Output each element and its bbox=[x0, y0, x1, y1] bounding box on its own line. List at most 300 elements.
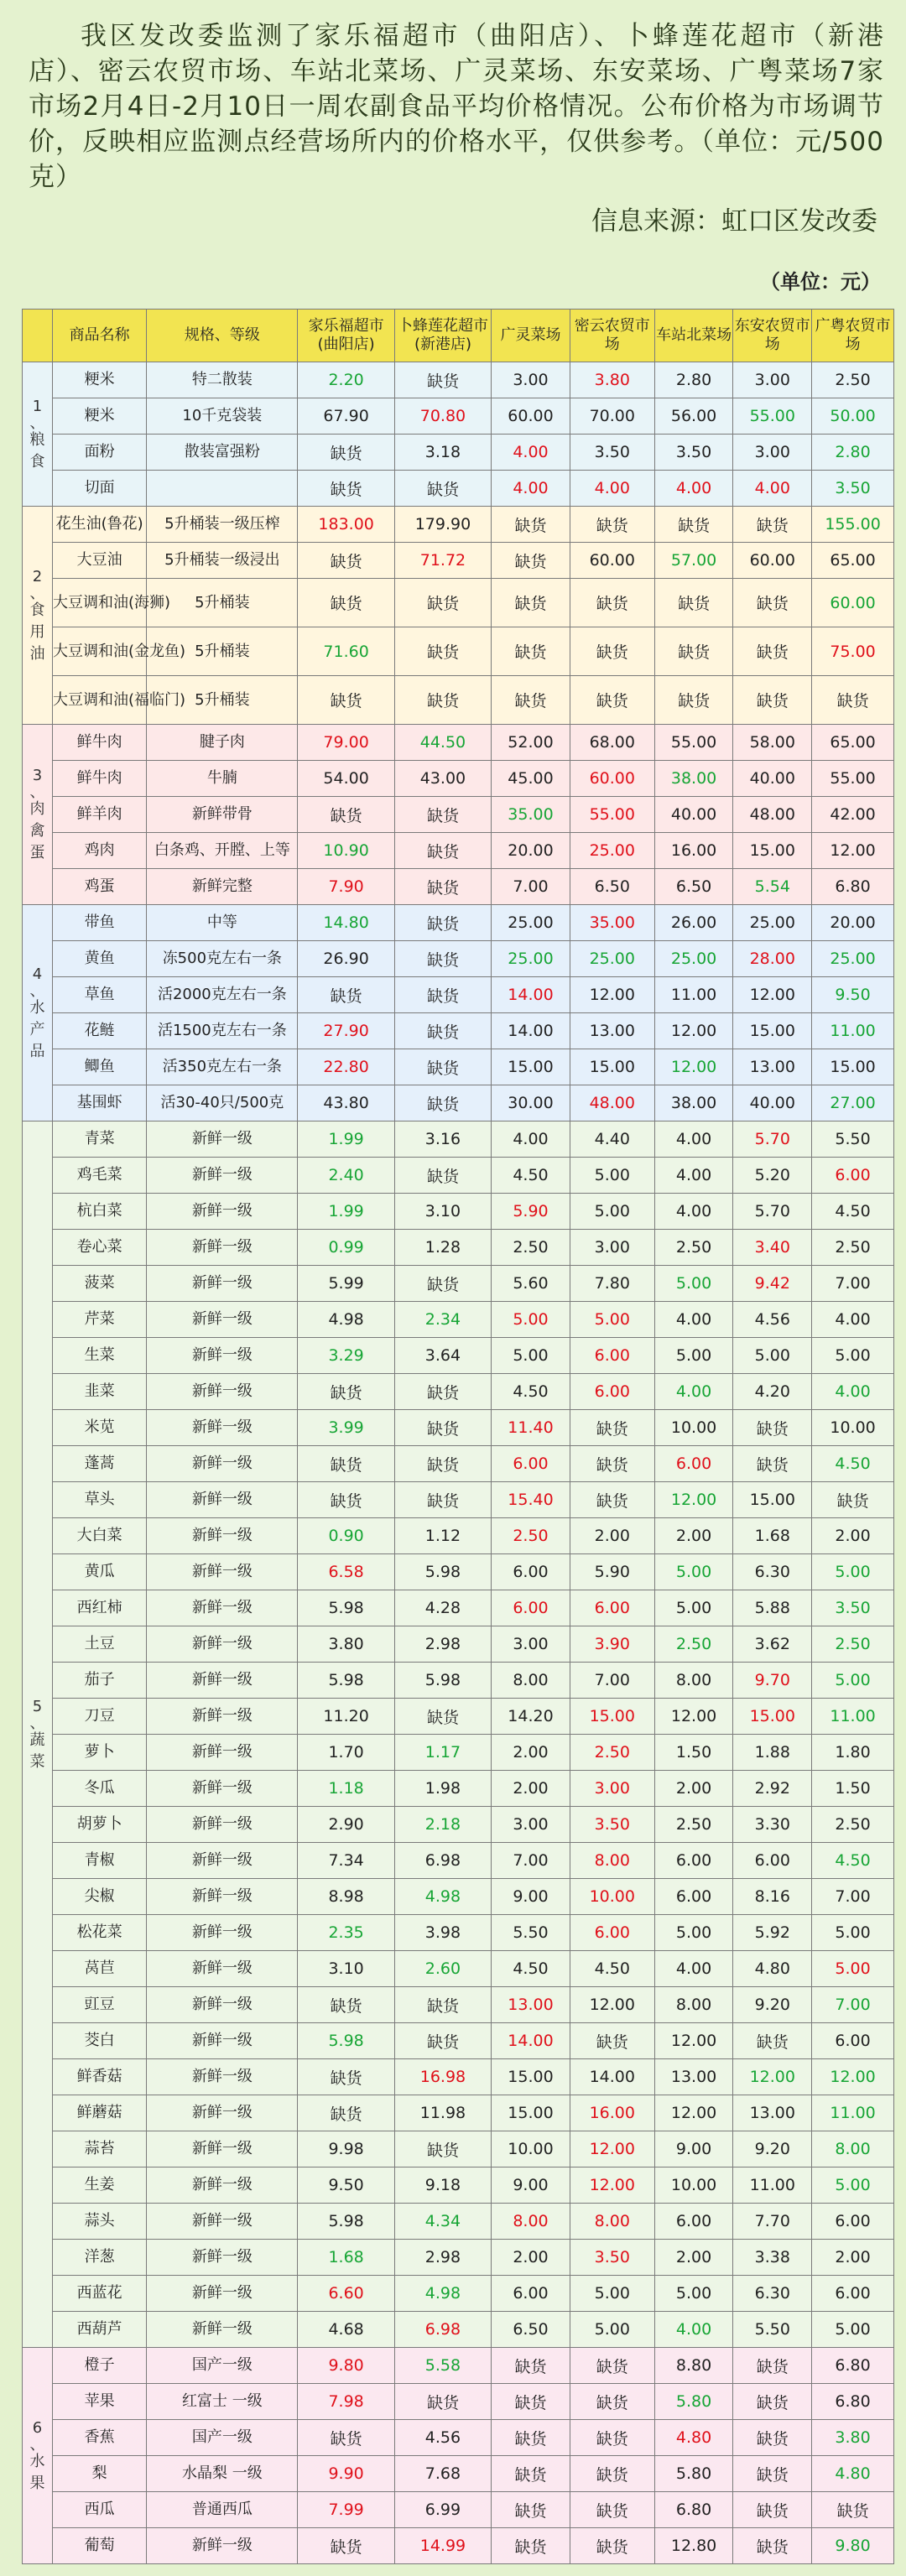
spec-cell: 新鲜一级 bbox=[147, 1194, 298, 1230]
price-cell: 2.34 bbox=[394, 1302, 491, 1338]
table-row bbox=[23, 1085, 894, 1121]
price-cell: 52.00 bbox=[492, 725, 570, 761]
item-name-cell: 大白菜 bbox=[53, 1518, 147, 1554]
price-cell: 68.00 bbox=[570, 725, 654, 761]
price-cell: 8.00 bbox=[654, 1663, 733, 1699]
price-cell: 2.98 bbox=[394, 2240, 491, 2276]
spec-cell: 新鲜一级 bbox=[147, 2204, 298, 2240]
price-cell: 1.99 bbox=[298, 1121, 394, 1158]
price-cell: 2.00 bbox=[654, 1771, 733, 1807]
item-name-cell: 刀豆 bbox=[53, 1699, 147, 1735]
price-cell: 28.00 bbox=[733, 941, 812, 977]
price-cell: 缺货 bbox=[298, 2059, 394, 2095]
price-cell: 缺货 bbox=[298, 2095, 394, 2131]
item-name-cell: 橙子 bbox=[53, 2348, 147, 2384]
price-cell: 3.80 bbox=[812, 2420, 894, 2456]
price-cell: 5.99 bbox=[298, 1266, 394, 1302]
spec-cell: 新鲜一级 bbox=[147, 2312, 298, 2348]
price-cell: 缺货 bbox=[394, 1374, 491, 1410]
spec-cell: 新鲜一级 bbox=[147, 1338, 298, 1374]
price-cell: 2.00 bbox=[492, 2240, 570, 2276]
category-separator: 、 bbox=[29, 584, 45, 602]
price-cell: 4.50 bbox=[492, 1951, 570, 1987]
price-cell: 缺货 bbox=[394, 1410, 491, 1446]
price-cell: 25.00 bbox=[733, 905, 812, 941]
price-cell: 缺货 bbox=[394, 1482, 491, 1518]
price-cell: 5.00 bbox=[654, 1590, 733, 1626]
price-cell: 3.00 bbox=[492, 1626, 570, 1663]
spec-cell: 活350克左右一条 bbox=[147, 1049, 298, 1085]
price-cell: 10.00 bbox=[492, 2131, 570, 2167]
price-cell: 4.00 bbox=[654, 1121, 733, 1158]
price-cell: 15.00 bbox=[492, 2095, 570, 2131]
item-name-cell: 鲜牛肉 bbox=[53, 761, 147, 797]
price-cell: 4.00 bbox=[654, 1374, 733, 1410]
price-cell: 缺货 bbox=[298, 1482, 394, 1518]
header-cell: 广粤农贸市场 bbox=[812, 310, 894, 362]
category-name: 水果 bbox=[29, 2452, 45, 2492]
price-cell: 20.00 bbox=[492, 833, 570, 869]
item-name-cell: 苹果 bbox=[53, 2384, 147, 2420]
price-cell: 缺货 bbox=[492, 2384, 570, 2420]
price-cell: 缺货 bbox=[570, 2420, 654, 2456]
item-name-cell: 胡萝卜 bbox=[53, 1807, 147, 1843]
table-row bbox=[23, 941, 894, 977]
table-row bbox=[23, 761, 894, 797]
price-cell: 1.12 bbox=[394, 1518, 491, 1554]
price-cell: 4.00 bbox=[492, 1121, 570, 1158]
price-cell: 1.80 bbox=[812, 1735, 894, 1771]
table-row bbox=[23, 471, 894, 507]
price-cell: 缺货 bbox=[812, 676, 894, 725]
price-cell: 1.68 bbox=[298, 2240, 394, 2276]
price-cell: 缺货 bbox=[394, 1699, 491, 1735]
price-cell: 7.90 bbox=[298, 869, 394, 905]
price-cell: 9.20 bbox=[733, 1987, 812, 2023]
spec-cell: 散装富强粉 bbox=[147, 435, 298, 471]
price-cell: 缺货 bbox=[570, 1446, 654, 1482]
price-cell: 5.00 bbox=[812, 2167, 894, 2204]
price-cell: 缺货 bbox=[654, 579, 733, 627]
price-cell: 4.28 bbox=[394, 1590, 491, 1626]
price-cell: 30.00 bbox=[492, 1085, 570, 1121]
item-name-cell: 米苋 bbox=[53, 1410, 147, 1446]
price-cell: 43.00 bbox=[394, 761, 491, 797]
item-name-cell: 蓬蒿 bbox=[53, 1446, 147, 1482]
table-row bbox=[23, 1158, 894, 1194]
price-cell: 70.00 bbox=[570, 398, 654, 435]
item-name-cell: 西葫芦 bbox=[53, 2312, 147, 2348]
spec-cell: 新鲜一级 bbox=[147, 1987, 298, 2023]
price-cell: 5.70 bbox=[733, 1121, 812, 1158]
spec-cell: 国产一级 bbox=[147, 2420, 298, 2456]
item-name-cell: 蒜苔 bbox=[53, 2131, 147, 2167]
price-cell: 2.90 bbox=[298, 1807, 394, 1843]
price-cell: 4.34 bbox=[394, 2204, 491, 2240]
item-name-cell: 鲜蘑菇 bbox=[53, 2095, 147, 2131]
price-cell: 缺货 bbox=[492, 676, 570, 725]
category-name: 水产品 bbox=[29, 998, 45, 1060]
price-cell: 缺货 bbox=[394, 362, 491, 398]
price-cell: 14.00 bbox=[492, 2023, 570, 2059]
price-cell: 5.58 bbox=[394, 2348, 491, 2384]
table-row bbox=[23, 2059, 894, 2095]
item-name-cell: 梨 bbox=[53, 2456, 147, 2492]
price-cell: 6.00 bbox=[492, 1446, 570, 1482]
spec-cell: 新鲜一级 bbox=[147, 1121, 298, 1158]
price-cell: 5.00 bbox=[812, 1663, 894, 1699]
spec-cell: 新鲜一级 bbox=[147, 1302, 298, 1338]
price-cell: 12.00 bbox=[570, 1987, 654, 2023]
price-cell: 38.00 bbox=[654, 761, 733, 797]
price-cell: 43.80 bbox=[298, 1085, 394, 1121]
price-cell: 4.00 bbox=[570, 471, 654, 507]
price-cell: 缺货 bbox=[733, 2528, 812, 2564]
price-cell: 48.00 bbox=[570, 1085, 654, 1121]
price-cell: 缺货 bbox=[394, 676, 491, 725]
price-cell: 5.70 bbox=[733, 1194, 812, 1230]
header-cell: 车站北菜场 bbox=[654, 310, 733, 362]
table-row bbox=[23, 1121, 894, 1158]
price-cell: 3.00 bbox=[570, 1230, 654, 1266]
price-cell: 4.00 bbox=[654, 1194, 733, 1230]
price-cell: 8.00 bbox=[812, 2131, 894, 2167]
price-cell: 4.00 bbox=[654, 1158, 733, 1194]
item-name-cell: 茄子 bbox=[53, 1663, 147, 1699]
category-name: 肉禽蛋 bbox=[29, 800, 45, 861]
price-cell: 6.00 bbox=[492, 1590, 570, 1626]
item-name-cell: 基围虾 bbox=[53, 1085, 147, 1121]
table-row bbox=[23, 1194, 894, 1230]
price-cell: 9.80 bbox=[812, 2528, 894, 2564]
price-cell: 3.50 bbox=[570, 2240, 654, 2276]
price-cell: 缺货 bbox=[733, 2348, 812, 2384]
price-table bbox=[22, 309, 894, 2564]
price-cell: 38.00 bbox=[654, 1085, 733, 1121]
item-name-cell: 大豆调和油(海狮) bbox=[53, 579, 147, 627]
price-cell: 60.00 bbox=[492, 398, 570, 435]
price-cell: 4.80 bbox=[733, 1951, 812, 1987]
item-name-cell: 蒜头 bbox=[53, 2204, 147, 2240]
price-cell: 缺货 bbox=[394, 579, 491, 627]
price-cell: 44.50 bbox=[394, 725, 491, 761]
price-cell: 8.80 bbox=[654, 2348, 733, 2384]
header-cell: 广灵菜场 bbox=[492, 310, 570, 362]
price-cell: 6.00 bbox=[812, 2023, 894, 2059]
price-cell: 4.00 bbox=[492, 435, 570, 471]
price-cell: 20.00 bbox=[812, 905, 894, 941]
price-cell: 3.18 bbox=[394, 435, 491, 471]
price-cell: 50.00 bbox=[812, 398, 894, 435]
spec-cell: 新鲜完整 bbox=[147, 869, 298, 905]
price-cell: 缺货 bbox=[394, 2131, 491, 2167]
price-cell: 70.80 bbox=[394, 398, 491, 435]
price-cell: 6.00 bbox=[570, 1374, 654, 1410]
price-cell: 6.80 bbox=[812, 2384, 894, 2420]
price-cell: 4.50 bbox=[492, 1374, 570, 1410]
table-header-row bbox=[23, 310, 894, 362]
price-cell: 3.10 bbox=[394, 1194, 491, 1230]
price-cell: 缺货 bbox=[298, 2420, 394, 2456]
price-cell: 14.99 bbox=[394, 2528, 491, 2564]
price-cell: 4.00 bbox=[812, 1374, 894, 1410]
price-cell: 7.00 bbox=[812, 1266, 894, 1302]
price-cell: 7.70 bbox=[733, 2204, 812, 2240]
price-cell: 缺货 bbox=[492, 2528, 570, 2564]
header-cell: 规格、等级 bbox=[147, 310, 298, 362]
price-cell: 缺货 bbox=[570, 676, 654, 725]
price-cell: 9.50 bbox=[298, 2167, 394, 2204]
item-name-cell: 粳米 bbox=[53, 362, 147, 398]
price-cell: 9.80 bbox=[298, 2348, 394, 2384]
price-cell: 11.00 bbox=[654, 977, 733, 1013]
price-cell: 缺货 bbox=[394, 2384, 491, 2420]
price-cell: 3.80 bbox=[298, 1626, 394, 1663]
table-row bbox=[23, 2095, 894, 2131]
price-cell: 183.00 bbox=[298, 507, 394, 543]
spec-cell: 新鲜带骨 bbox=[147, 797, 298, 833]
price-cell: 4.50 bbox=[570, 1951, 654, 1987]
spec-cell: 新鲜一级 bbox=[147, 1158, 298, 1194]
price-cell: 10.00 bbox=[812, 1410, 894, 1446]
price-cell: 6.98 bbox=[394, 1843, 491, 1879]
price-cell: 5.00 bbox=[654, 1554, 733, 1590]
category-separator: 、 bbox=[29, 2435, 45, 2454]
price-cell: 6.00 bbox=[654, 1446, 733, 1482]
price-cell: 6.80 bbox=[654, 2492, 733, 2528]
category-separator: 、 bbox=[29, 783, 45, 801]
price-cell: 缺货 bbox=[570, 2348, 654, 2384]
price-cell: 71.72 bbox=[394, 543, 491, 579]
price-cell: 65.00 bbox=[812, 725, 894, 761]
price-cell: 2.00 bbox=[492, 1735, 570, 1771]
table-row bbox=[23, 1266, 894, 1302]
price-cell: 缺货 bbox=[733, 1410, 812, 1446]
price-cell: 10.00 bbox=[654, 1410, 733, 1446]
price-cell: 8.00 bbox=[654, 1987, 733, 2023]
price-cell: 缺货 bbox=[394, 471, 491, 507]
price-cell: 5.00 bbox=[570, 2312, 654, 2348]
price-cell: 14.20 bbox=[492, 1699, 570, 1735]
price-cell: 9.18 bbox=[394, 2167, 491, 2204]
price-cell: 15.00 bbox=[733, 1013, 812, 1049]
price-cell: 16.98 bbox=[394, 2059, 491, 2095]
table-row bbox=[23, 1626, 894, 1663]
table-row bbox=[23, 362, 894, 398]
price-cell: 7.00 bbox=[570, 1663, 654, 1699]
price-cell: 13.00 bbox=[492, 1987, 570, 2023]
price-cell: 4.56 bbox=[733, 1302, 812, 1338]
price-cell: 缺货 bbox=[394, 1049, 491, 1085]
price-cell: 11.00 bbox=[812, 1013, 894, 1049]
price-cell: 缺货 bbox=[570, 1482, 654, 1518]
price-cell: 6.00 bbox=[812, 2204, 894, 2240]
table-row bbox=[23, 2384, 894, 2420]
price-cell: 15.00 bbox=[733, 833, 812, 869]
price-cell: 缺货 bbox=[298, 1987, 394, 2023]
table-row bbox=[23, 1338, 894, 1374]
price-cell: 1.88 bbox=[733, 1735, 812, 1771]
price-cell: 4.20 bbox=[733, 1374, 812, 1410]
price-cell: 缺货 bbox=[298, 676, 394, 725]
spec-cell: 新鲜一级 bbox=[147, 1266, 298, 1302]
price-cell: 3.64 bbox=[394, 1338, 491, 1374]
table-row bbox=[23, 905, 894, 941]
price-cell: 3.30 bbox=[733, 1807, 812, 1843]
price-cell: 15.40 bbox=[492, 1482, 570, 1518]
item-name-cell: 面粉 bbox=[53, 435, 147, 471]
price-cell: 缺货 bbox=[733, 2384, 812, 2420]
price-cell: 15.00 bbox=[733, 1699, 812, 1735]
price-cell: 12.00 bbox=[654, 1013, 733, 1049]
price-cell: 缺货 bbox=[394, 941, 491, 977]
price-cell: 2.50 bbox=[654, 1626, 733, 1663]
table-row bbox=[23, 1446, 894, 1482]
price-cell: 缺货 bbox=[394, 1158, 491, 1194]
price-cell: 2.50 bbox=[812, 1230, 894, 1266]
spec-cell: 新鲜一级 bbox=[147, 1374, 298, 1410]
header-cell: 卜蜂莲花超市(新港店) bbox=[394, 310, 491, 362]
price-cell: 缺货 bbox=[394, 1085, 491, 1121]
price-cell: 4.00 bbox=[733, 471, 812, 507]
item-name-cell: 杭白菜 bbox=[53, 1194, 147, 1230]
price-cell: 缺货 bbox=[733, 2023, 812, 2059]
table-row bbox=[23, 869, 894, 905]
table-row bbox=[23, 833, 894, 869]
price-cell: 4.98 bbox=[298, 1302, 394, 1338]
item-name-cell: 青菜 bbox=[53, 1121, 147, 1158]
price-cell: 9.98 bbox=[298, 2131, 394, 2167]
price-cell: 35.00 bbox=[492, 797, 570, 833]
spec-cell: 新鲜一级 bbox=[147, 1843, 298, 1879]
price-cell: 3.00 bbox=[492, 362, 570, 398]
price-cell: 54.00 bbox=[298, 761, 394, 797]
spec-cell: 新鲜一级 bbox=[147, 2240, 298, 2276]
table-row bbox=[23, 2312, 894, 2348]
price-cell: 缺货 bbox=[298, 471, 394, 507]
price-cell: 缺货 bbox=[394, 1266, 491, 1302]
price-cell: 6.80 bbox=[812, 869, 894, 905]
spec-cell: 新鲜一级 bbox=[147, 1446, 298, 1482]
table-row bbox=[23, 1915, 894, 1951]
price-cell: 79.00 bbox=[298, 725, 394, 761]
price-cell: 缺货 bbox=[394, 797, 491, 833]
price-cell: 0.99 bbox=[298, 1230, 394, 1266]
price-cell: 1.98 bbox=[394, 1771, 491, 1807]
item-name-cell: 青椒 bbox=[53, 1843, 147, 1879]
category-cell bbox=[23, 905, 53, 1121]
price-cell: 缺货 bbox=[492, 2492, 570, 2528]
price-cell: 6.00 bbox=[570, 1338, 654, 1374]
table-row bbox=[23, 1482, 894, 1518]
price-cell: 缺货 bbox=[298, 1374, 394, 1410]
price-cell: 6.00 bbox=[654, 2204, 733, 2240]
price-cell: 1.17 bbox=[394, 1735, 491, 1771]
price-cell: 0.90 bbox=[298, 1518, 394, 1554]
price-cell: 5.90 bbox=[570, 1554, 654, 1590]
price-cell: 25.00 bbox=[570, 941, 654, 977]
price-cell: 4.50 bbox=[812, 1843, 894, 1879]
price-cell: 4.00 bbox=[492, 471, 570, 507]
price-cell: 4.50 bbox=[812, 1446, 894, 1482]
price-cell: 3.00 bbox=[733, 435, 812, 471]
price-cell: 6.00 bbox=[812, 1158, 894, 1194]
category-separator: 、 bbox=[29, 981, 45, 1000]
price-cell: 4.80 bbox=[654, 2420, 733, 2456]
price-cell: 2.50 bbox=[812, 1626, 894, 1663]
price-cell: 10.00 bbox=[570, 1879, 654, 1915]
item-name-cell: 松花菜 bbox=[53, 1915, 147, 1951]
price-cell: 6.50 bbox=[654, 869, 733, 905]
price-cell: 27.90 bbox=[298, 1013, 394, 1049]
table-row bbox=[23, 1699, 894, 1735]
price-cell: 2.50 bbox=[654, 1807, 733, 1843]
table-row bbox=[23, 2240, 894, 2276]
price-cell: 14.80 bbox=[298, 905, 394, 941]
table-row bbox=[23, 2204, 894, 2240]
price-cell: 5.00 bbox=[812, 1951, 894, 1987]
price-cell: 7.00 bbox=[492, 1843, 570, 1879]
price-cell: 缺货 bbox=[570, 2023, 654, 2059]
table-row bbox=[23, 2348, 894, 2384]
price-cell: 缺货 bbox=[733, 2420, 812, 2456]
item-name-cell: 鲜牛肉 bbox=[53, 725, 147, 761]
price-cell: 12.00 bbox=[570, 977, 654, 1013]
price-cell: 缺货 bbox=[394, 1987, 491, 2023]
price-cell: 2.00 bbox=[812, 2240, 894, 2276]
price-cell: 3.80 bbox=[570, 362, 654, 398]
unit-label: （单位：元） bbox=[760, 270, 881, 294]
item-name-cell: 粳米 bbox=[53, 398, 147, 435]
price-cell: 2.20 bbox=[298, 362, 394, 398]
spec-cell: 新鲜一级 bbox=[147, 1482, 298, 1518]
price-cell: 3.50 bbox=[812, 471, 894, 507]
category-number: 2 bbox=[32, 567, 43, 585]
item-name-cell: 菠菜 bbox=[53, 1266, 147, 1302]
price-cell: 55.00 bbox=[812, 761, 894, 797]
table-row bbox=[23, 1879, 894, 1915]
item-name-cell: 豇豆 bbox=[53, 1987, 147, 2023]
price-cell: 5.98 bbox=[298, 1663, 394, 1699]
item-name-cell: 土豆 bbox=[53, 1626, 147, 1663]
item-name-cell: 鲜香菇 bbox=[53, 2059, 147, 2095]
price-cell: 4.50 bbox=[812, 1194, 894, 1230]
price-cell: 11.00 bbox=[733, 2167, 812, 2204]
item-name-cell: 芹菜 bbox=[53, 1302, 147, 1338]
price-cell: 2.50 bbox=[570, 1735, 654, 1771]
price-cell: 缺货 bbox=[812, 2492, 894, 2528]
spec-cell: 5升桶装一级浸出 bbox=[147, 543, 298, 579]
price-cell: 12.00 bbox=[812, 2059, 894, 2095]
price-cell: 8.16 bbox=[733, 1879, 812, 1915]
spec-cell: 新鲜一级 bbox=[147, 1915, 298, 1951]
price-cell: 缺货 bbox=[733, 676, 812, 725]
table-row bbox=[23, 435, 894, 471]
price-cell: 55.00 bbox=[570, 797, 654, 833]
price-cell: 4.56 bbox=[394, 2420, 491, 2456]
price-cell: 10.00 bbox=[654, 2167, 733, 2204]
price-cell: 15.00 bbox=[570, 1699, 654, 1735]
table-row bbox=[23, 1518, 894, 1554]
price-cell: 25.00 bbox=[570, 833, 654, 869]
price-cell: 4.00 bbox=[654, 2312, 733, 2348]
spec-cell: 中等 bbox=[147, 905, 298, 941]
price-cell: 6.60 bbox=[298, 2276, 394, 2312]
price-cell: 3.16 bbox=[394, 1121, 491, 1158]
category-name: 粮食 bbox=[29, 430, 45, 471]
item-name-cell: 洋葱 bbox=[53, 2240, 147, 2276]
price-cell: 7.68 bbox=[394, 2456, 491, 2492]
